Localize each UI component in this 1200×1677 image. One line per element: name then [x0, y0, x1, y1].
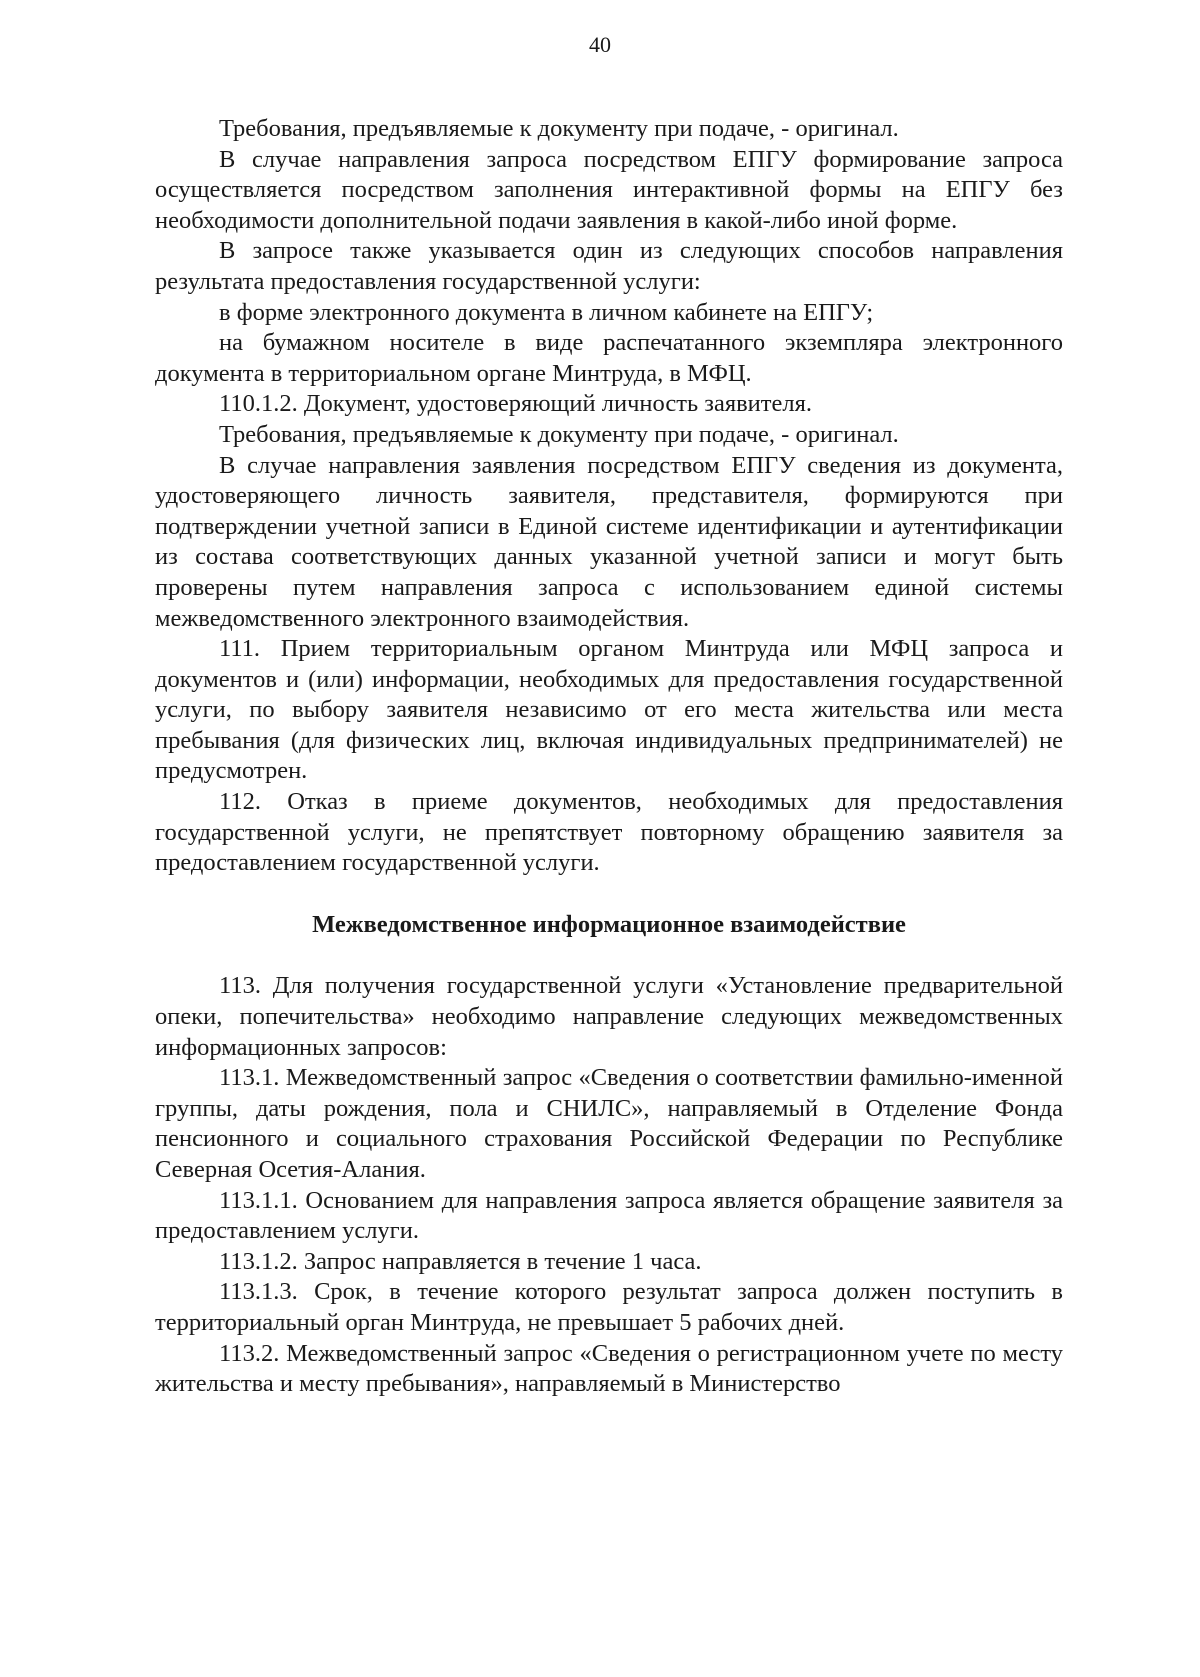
- paragraph: 113. Для получения государственной услуги «Установление предварительной опеки, попечительства» необходимо направление следующих межведомственных информационных запросов:: [155, 972, 1063, 1061]
- paragraph: 113.2. Межведомственный запрос «Сведения о регистрационном учете по месту жительства и месту пребывания», направляемый в Министерство: [155, 1339, 1063, 1398]
- paragraph: 113.1.1. Основанием для направления запроса является обращение заявителя за предоставлением услуги.: [155, 1186, 1063, 1245]
- section-heading: Межведомственное информационное взаимодействие: [312, 910, 906, 938]
- paragraph: Требования, предъявляемые к документу при подаче, - оригинал.: [219, 115, 899, 142]
- paragraph: 113.1.2. Запрос направляется в течение 1 часа.: [219, 1247, 702, 1275]
- paragraph: В случае направления заявления посредством ЕПГУ сведения из документа, удостоверяющего личность заявителя, представителя, формируются при подтверждении учетной записи в Единой системе идентификации и аутентификации из состава соответствующих данных указанной учетной записи и могут быть проверены путем направления запроса с использованием единой системы межведомственного электронного взаимодействия.: [155, 451, 1063, 632]
- page-number: 40: [589, 32, 611, 57]
- paragraph: в форме электронного документа в личном кабинете на ЕПГУ;: [219, 298, 874, 326]
- paragraph: Требования, предъявляемые к документу при подаче, - оригинал.: [219, 420, 899, 448]
- paragraph: 111. Прием территориальным органом Минтруда или МФЦ запроса и документов и (или) информации, необходимых для предоставления государственной услуги, по выбору заявителя независимо от его места жительства или места пребывания (для физических лиц, включая индивидуальных предпринимателей) не предусмотрен.: [155, 635, 1063, 785]
- paragraph: 113.1.3. Срок, в течение которого результат запроса должен поступить в территориальный орган Минтруда, не превышает 5 рабочих дней.: [155, 1278, 1063, 1336]
- paragraph: 110.1.2. Документ, удостоверяющий личность заявителя.: [219, 390, 812, 418]
- paragraph: В запросе также указывается один из следующих способов направления результата предоставления государственной услуги:: [155, 237, 1063, 295]
- paragraph: 113.1. Межведомственный запрос «Сведения о соответствии фамильно-именной группы, даты рождения, пола и СНИЛС», направляемый в Отделение Фонда пенсионного и социального страхования Российской Федерации по Республике Северная Осетия-Алания.: [155, 1064, 1063, 1183]
- paragraph: на бумажном носителе в виде распечатанного экземпляра электронного документа в территориальном органе Минтруда, в МФЦ.: [155, 329, 1063, 387]
- paragraph: 112. Отказ в приеме документов, необходимых для предоставления государственной услуги, не препятствует повторному обращению заявителя за предоставлением государственной услуги.: [155, 788, 1063, 877]
- document-body: [155, 114, 1063, 1400]
- paragraph: В случае направления запроса посредством ЕПГУ формирование запроса осуществляется посредством заполнения интерактивной формы на ЕПГУ без необходимости дополнительной подачи заявления в какой-либо иной форме.: [155, 145, 1063, 234]
